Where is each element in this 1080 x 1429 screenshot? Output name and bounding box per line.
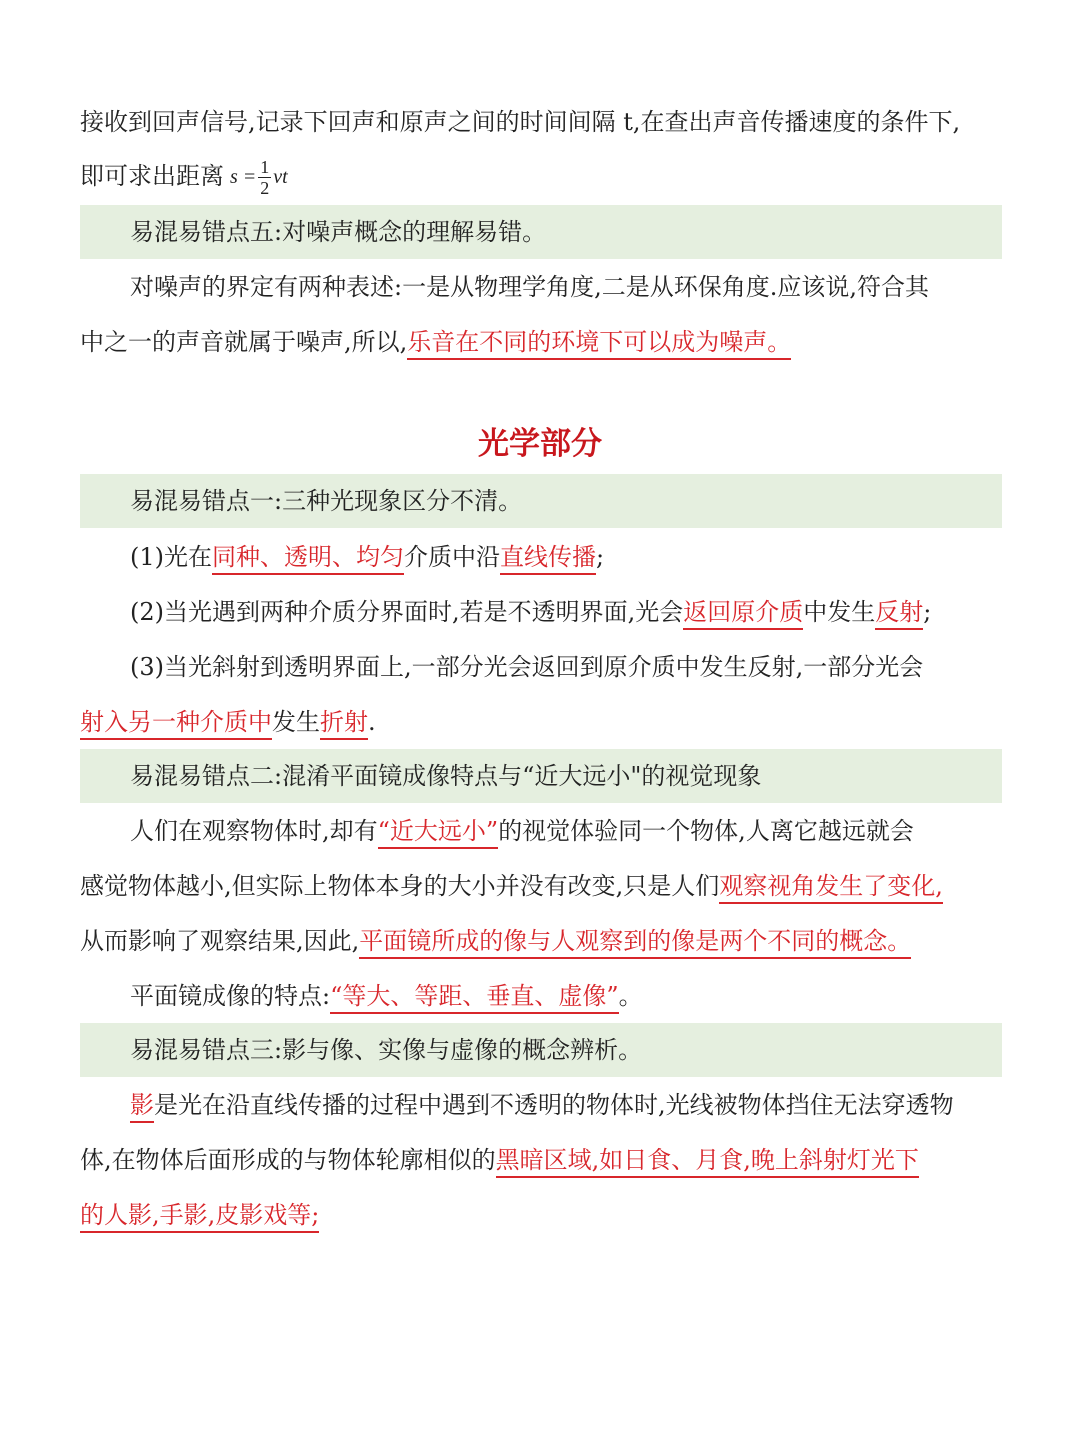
text-line <box>80 1195 1002 1235</box>
list-item: (1)光在同种、透明、均匀介质中沿直线传播; <box>130 537 1002 577</box>
section-heading: 易混易错点三:影与像、实像与虚像的概念辨析。 <box>130 1036 643 1064</box>
list-item: (3)当光斜射到透明界面上,一部分光会返回到原介质中发生反射,一部分光会 <box>130 653 924 681</box>
text-line: 从而影响了观察结果,因此,平面镜所成的像与人观察到的像是两个不同的概念。 <box>80 921 1002 961</box>
text-line: 平面镜成像的特点:“等大、等距、垂直、虚像”。 <box>130 976 1002 1016</box>
highlighted-text: 的人影,手影,皮影戏等; <box>80 1201 319 1233</box>
highlighted-text: “等大、等距、垂直、虚像” <box>330 982 619 1014</box>
text-line: 人们在观察物体时,却有“近大远小”的视觉体验同一个物体,人离它越远就会 <box>130 811 1002 851</box>
highlighted-text: 同种、透明、均匀 <box>212 543 404 575</box>
text-line: 对噪声的界定有两种表述:一是从物理学角度,二是从环保角度.应该说,符合其 <box>130 273 929 301</box>
section-heading: 易混易错点二:混淆平面镜成像特点与“近大远小"的视觉现象 <box>130 762 762 790</box>
text-line: 中之一的声音就属于噪声,所以,乐音在不同的环境下可以成为噪声。 <box>80 322 1002 362</box>
section-title: 光学部分 <box>478 426 602 462</box>
highlighted-text: 观察视角发生了变化, <box>719 872 943 904</box>
highlight-band <box>80 474 1002 528</box>
highlighted-text: 折射 <box>320 708 368 740</box>
highlighted-text: 平面镜所成的像与人观察到的像是两个不同的概念。 <box>359 927 911 959</box>
text-line: 影是光在沿直线传播的过程中遇到不透明的物体时,光线被物体挡住无法穿透物 <box>130 1085 1002 1125</box>
text-line <box>80 102 1002 142</box>
highlighted-text: 影 <box>130 1091 154 1123</box>
text-line-with-formula <box>80 156 1002 198</box>
text-line: 感觉物体越小,但实际上物体本身的大小并没有改变,只是人们观察视角发生了变化, <box>80 866 1002 906</box>
distance-formula: s = $\frac{1}{2}$ vt <box>230 157 288 199</box>
highlighted-text: 黑暗区域,如日食、月食,晚上斜射灯光下 <box>496 1146 919 1178</box>
highlight-band <box>80 749 1002 803</box>
highlighted-text: 反射 <box>875 598 923 630</box>
text-span: 即可求出距离 <box>80 162 224 190</box>
highlighted-text: “近大远小” <box>378 817 499 849</box>
highlighted-text: 返回原介质 <box>683 598 803 630</box>
section-heading: 易混易错点五:对噪声概念的理解易错。 <box>130 218 547 246</box>
section-heading: 易混易错点一:三种光现象区分不清。 <box>130 487 523 515</box>
text-line: 射入另一种介质中发生折射. <box>80 702 1002 742</box>
list-item: (2)当光遇到两种介质分界面时,若是不透明界面,光会返回原介质中发生反射; <box>130 592 1002 632</box>
fraction: $\frac{1}{2}$ <box>260 157 270 199</box>
text-line: 体,在物体后面形成的与物体轮廓相似的黑暗区域,如日食、月食,晚上斜射灯光下 <box>80 1140 1002 1180</box>
highlight-band <box>80 1023 1002 1077</box>
highlighted-text: 射入另一种介质中 <box>80 708 272 740</box>
highlighted-text: 直线传播 <box>500 543 596 575</box>
highlighted-text: 乐音在不同的环境下可以成为噪声。 <box>407 328 791 360</box>
highlight-band <box>80 205 1002 259</box>
text-span: 接收到回声信号,记录下回声和原声之间的时间间隔 t,在查出声音传播速度的条件下, <box>80 108 961 136</box>
